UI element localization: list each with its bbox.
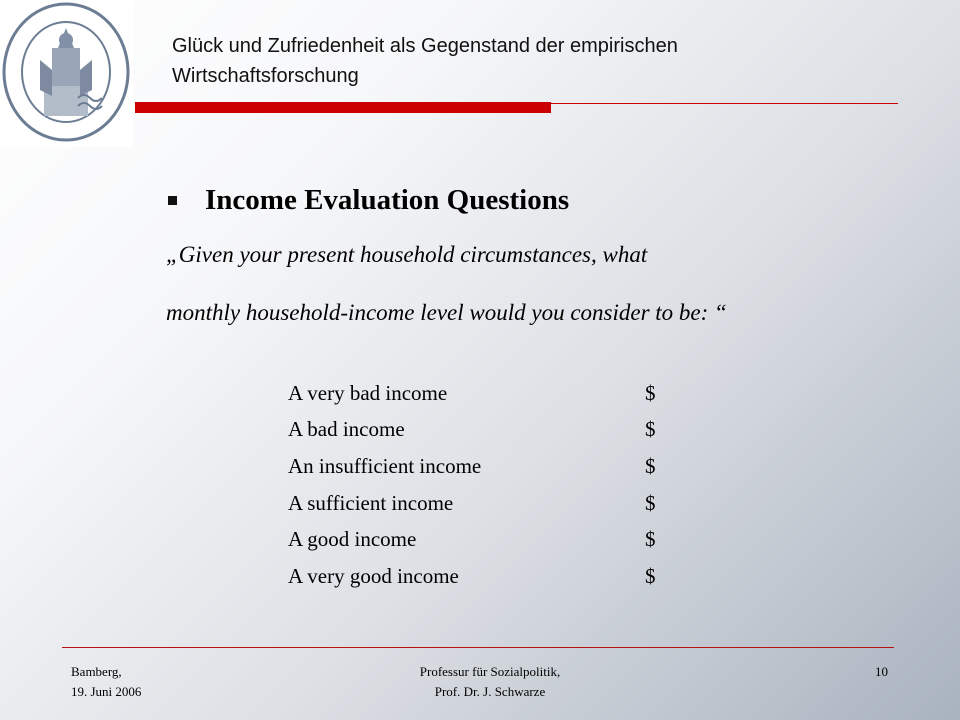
slide-heading-row — [168, 180, 569, 220]
title-line-1: Glück und Zufriedenheit als Gegenstand der empirischen — [172, 35, 678, 57]
title-line-2: Wirtschaftsforschung — [172, 65, 359, 87]
answer-label: A bad income — [288, 417, 405, 442]
header-accent-bar — [135, 102, 551, 113]
answer-row — [288, 521, 688, 558]
answer-label: An insufficient income — [288, 453, 482, 478]
answer-row — [288, 412, 688, 449]
answer-label: A very bad income — [288, 380, 448, 405]
footer-professor: Prof. Dr. J. Schwarze — [434, 684, 546, 699]
currency-symbol: $ — [645, 453, 656, 478]
slide-heading: Income Evaluation Questions — [205, 183, 570, 216]
question-line-1: „Given your present household circumstances, what — [166, 242, 648, 267]
currency-symbol: $ — [645, 417, 656, 442]
currency-symbol: $ — [645, 490, 656, 515]
answer-label: A good income — [288, 527, 417, 552]
answer-label: A sufficient income — [288, 490, 454, 515]
footer-rule — [62, 647, 894, 648]
answer-row — [288, 485, 688, 522]
question-line-2: monthly household-income level would you consider to be: “ — [166, 300, 727, 325]
page-number: 10 — [875, 664, 888, 679]
square-bullet-icon — [168, 196, 177, 205]
university-seal-logo — [0, 0, 133, 147]
currency-symbol: $ — [645, 380, 656, 405]
footer-place-date — [71, 662, 141, 702]
answer-row — [288, 375, 688, 412]
answer-label: A very good income — [288, 563, 459, 588]
currency-symbol: $ — [645, 527, 656, 552]
footer-chair — [330, 662, 650, 702]
answer-list — [288, 375, 688, 595]
footer-chair-name: Professur für Sozialpolitik, — [419, 664, 561, 679]
presentation-title — [172, 31, 892, 91]
answer-row — [288, 558, 688, 595]
answer-row — [288, 448, 688, 485]
footer-date: 19. Juni 2006 — [71, 684, 142, 699]
footer-place: Bamberg, — [71, 664, 122, 679]
currency-symbol: $ — [645, 563, 656, 588]
